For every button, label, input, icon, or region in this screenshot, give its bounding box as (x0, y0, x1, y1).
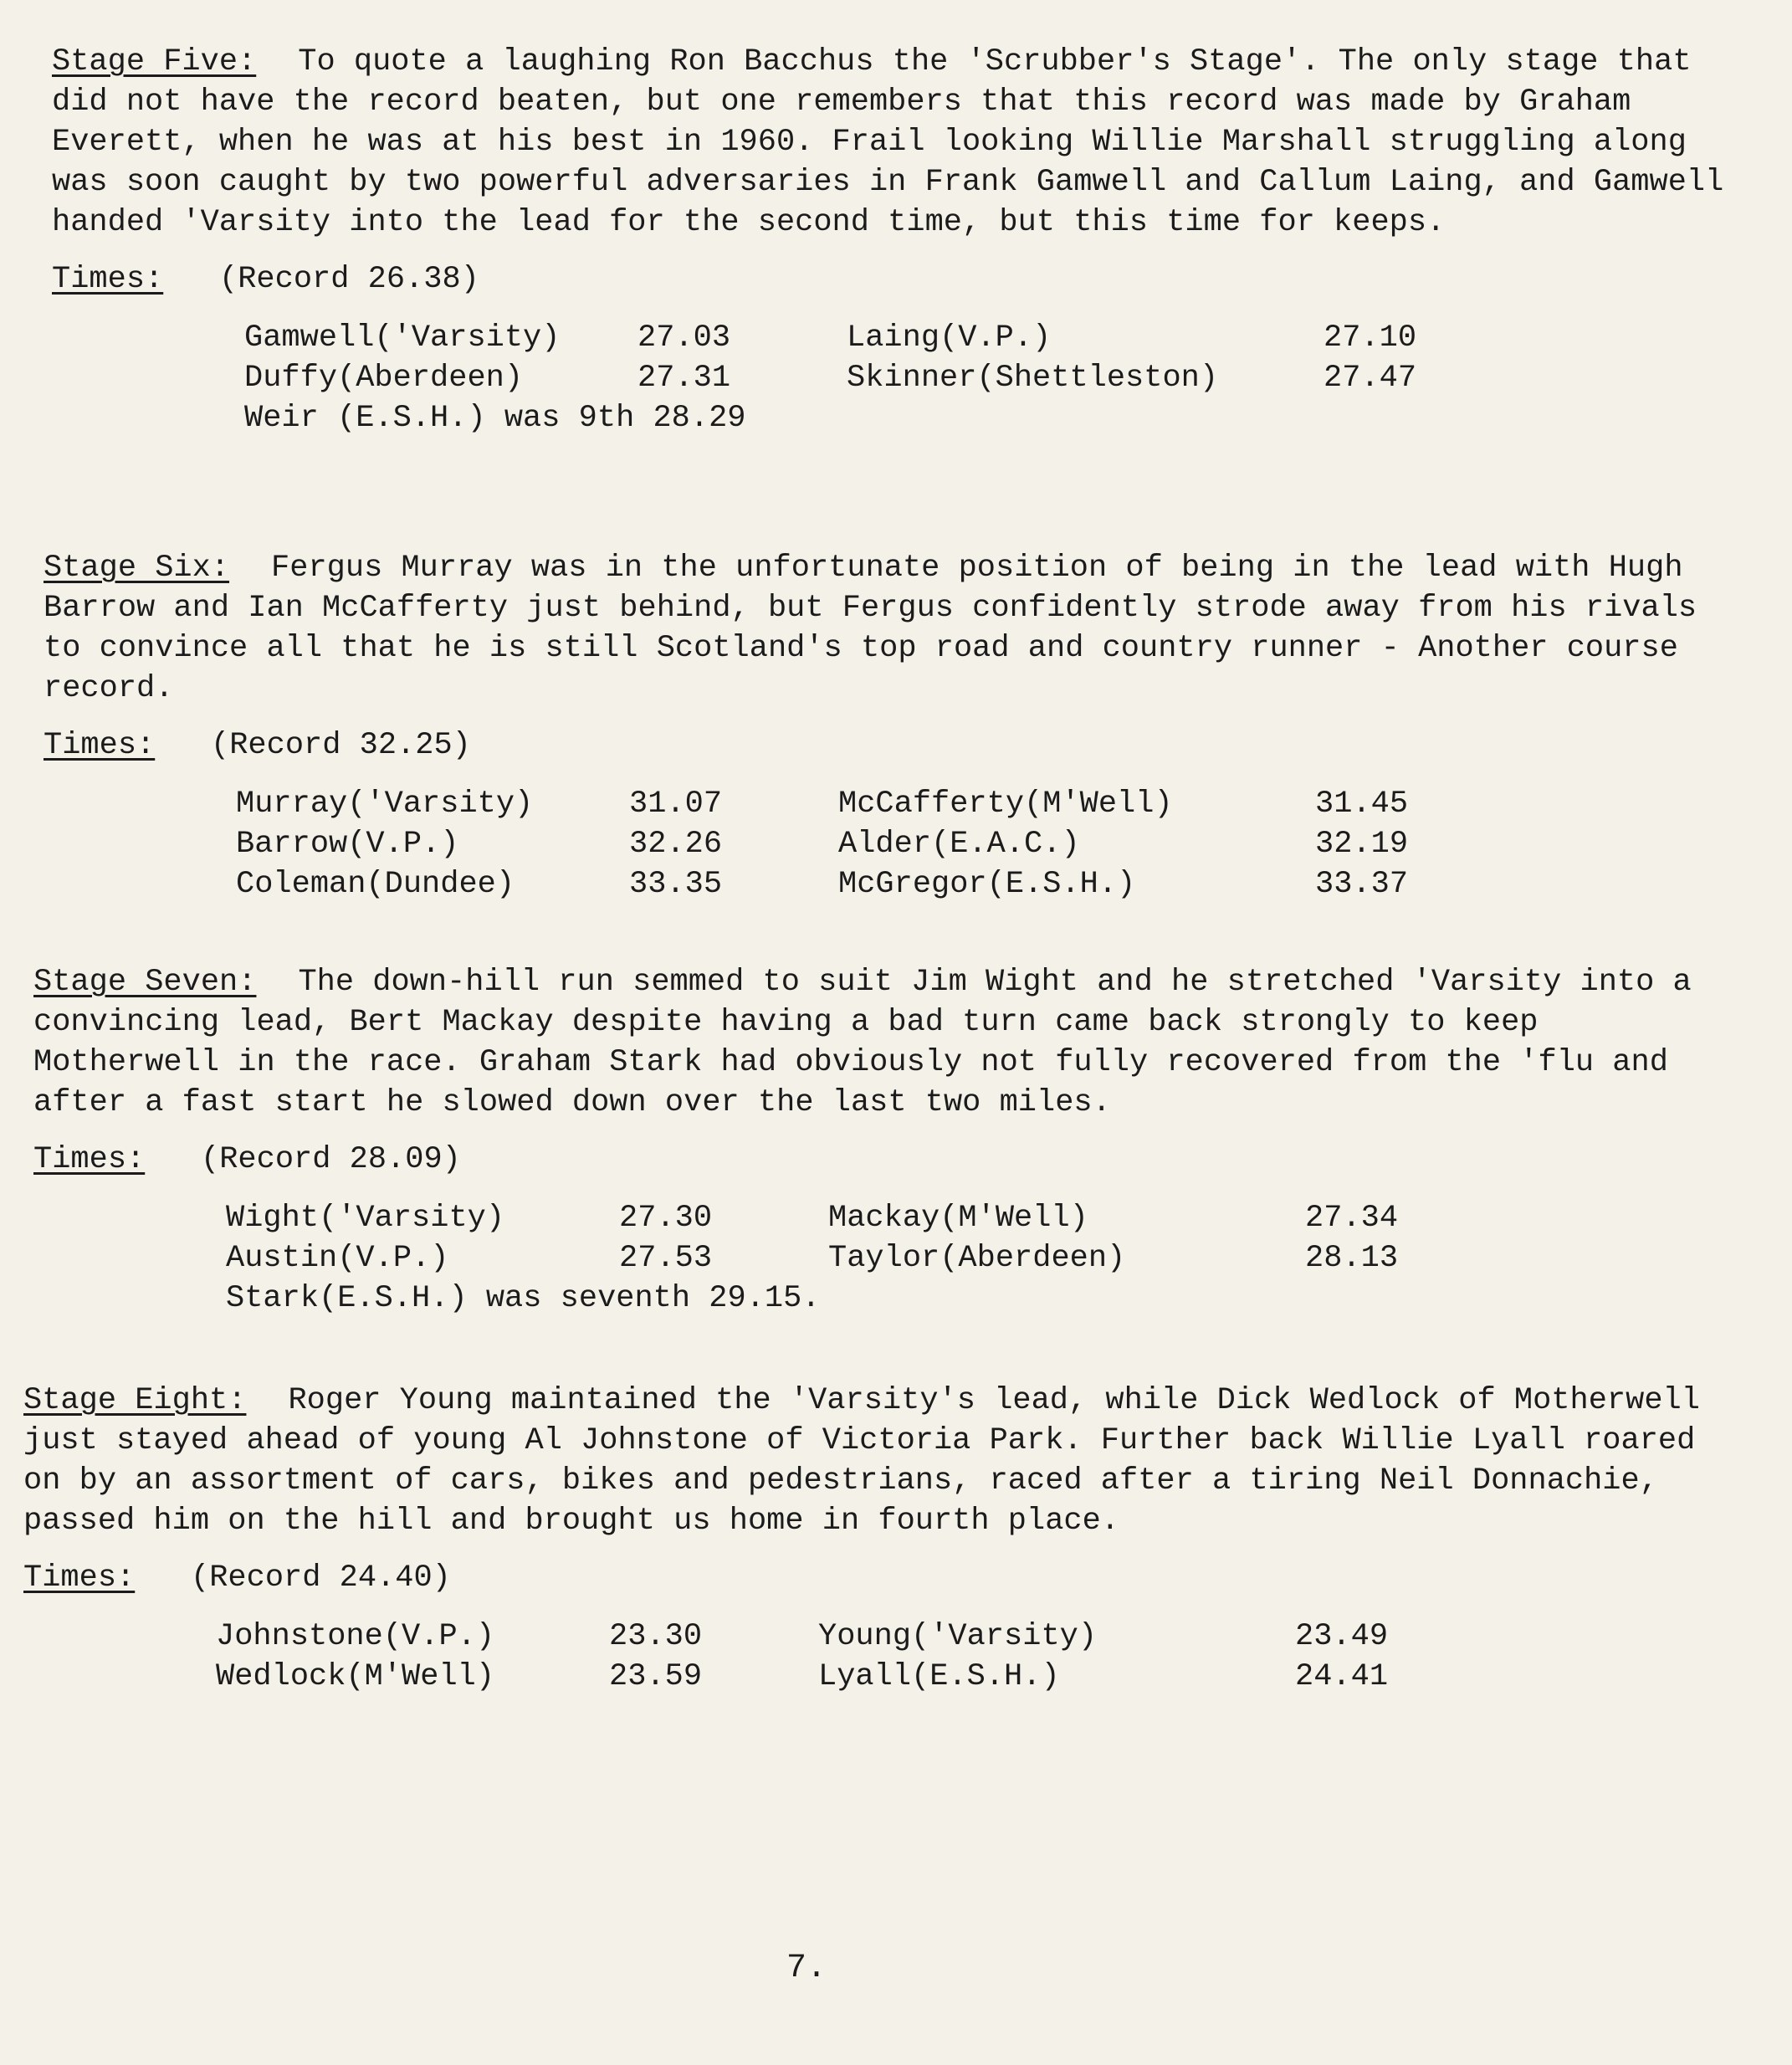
stage-five-record: (Record 26.38) (219, 262, 479, 297)
result-name: Wedlock(M'Well) (216, 1659, 495, 1694)
stage-six-results (236, 784, 1733, 904)
result-name: Lyall(E.S.H.) (818, 1659, 1060, 1694)
result-time: 23.59 (609, 1659, 703, 1694)
result-name: Coleman(Dundee) (236, 867, 515, 902)
stage-seven-record: (Record 28.09) (201, 1142, 461, 1177)
stage-eight-section (23, 1381, 1713, 1697)
stage-eight-text: Roger Young maintained the 'Varsity's lead, while Dick Wedlock of Motherwell just stayed ahead of young Al Johnstone of Victoria Park. Further back Willie Lyall roared on by an assortment of cars, bikes and pedestrians, raced after a tiring Neil Donnachie, passed him on the hill and brought us home in fourth place. (23, 1383, 1700, 1539)
result-name: Wight('Varsity) (226, 1201, 505, 1236)
stage-five-extra-result: Weir (E.S.H.) was 9th 28.29 (244, 401, 746, 436)
result-name: McCafferty(M'Well) (838, 787, 1173, 822)
stage-eight-times-label: Times: (23, 1560, 136, 1596)
result-time: 27.31 (637, 361, 731, 396)
stage-five-times-row (52, 259, 1742, 300)
stage-five-heading: Stage Five: (52, 44, 257, 79)
page-number: 7. (786, 1950, 827, 1987)
stage-six-paragraph (44, 548, 1733, 709)
stage-eight-results (216, 1617, 1713, 1697)
stage-eight-heading: Stage Eight: (23, 1383, 247, 1418)
stage-five-paragraph (52, 42, 1742, 243)
result-time: 27.34 (1305, 1201, 1399, 1236)
stage-seven-extra-result: Stark(E.S.H.) was seventh 29.15. (226, 1281, 821, 1316)
stage-eight-paragraph (23, 1381, 1713, 1541)
result-time: 31.07 (629, 787, 723, 822)
stage-seven-results (226, 1198, 1723, 1278)
stage-seven-times-row (33, 1140, 1723, 1180)
result-time: 24.41 (1295, 1659, 1389, 1694)
result-time: 32.19 (1315, 827, 1409, 862)
result-time: 27.53 (619, 1241, 713, 1276)
result-time: 23.30 (609, 1619, 703, 1654)
stage-six-heading: Stage Six: (44, 551, 230, 586)
result-name: McGregor(E.S.H.) (838, 867, 1136, 902)
result-name: Johnstone(V.P.) (216, 1619, 495, 1654)
result-time: 27.10 (1324, 320, 1417, 356)
stage-seven-text: The down-hill run semmed to suit Jim Wight and he stretched 'Varsity into a convincing lead, Bert Mackay despite having a bad turn came back strongly to keep Motherwell in the race. Graham Stark had obviously not fully recovered from the 'flu and after a fast start he slowed down over the last two miles. (33, 965, 1692, 1120)
result-time: 27.03 (637, 320, 731, 356)
stage-six-times-row (44, 725, 1733, 766)
result-time: 32.26 (629, 827, 723, 862)
result-name: Duffy(Aberdeen) (244, 361, 524, 396)
stage-seven-times-label: Times: (33, 1142, 146, 1177)
stage-five-section (52, 42, 1742, 438)
result-time: 31.45 (1315, 787, 1409, 822)
result-time: 27.47 (1324, 361, 1417, 396)
stage-six-text: Fergus Murray was in the unfortunate position of being in the lead with Hugh Barrow and Ian McCafferty just behind, but Fergus confidently strode away from his rivals to convince all that he is still Scotland's top road and country runner - Another course record. (44, 551, 1697, 706)
result-time: 27.30 (619, 1201, 713, 1236)
result-time: 33.35 (629, 867, 723, 902)
stage-eight-record: (Record 24.40) (191, 1560, 451, 1596)
stage-seven-section (33, 962, 1723, 1319)
result-name: Skinner(Shettleston) (847, 361, 1219, 396)
result-name: Young('Varsity) (818, 1619, 1098, 1654)
stage-eight-times-row (23, 1558, 1713, 1598)
stage-six-section (44, 548, 1733, 904)
stage-five-results (244, 318, 1742, 398)
result-name: Murray('Varsity) (236, 787, 534, 822)
stage-six-times-label: Times: (44, 728, 156, 763)
result-time: 28.13 (1305, 1241, 1399, 1276)
result-name: Taylor(Aberdeen) (828, 1241, 1126, 1276)
result-name: Laing(V.P.) (847, 320, 1052, 356)
stage-seven-paragraph (33, 962, 1723, 1123)
stage-five-text: To quote a laughing Ron Bacchus the 'Scrubber's Stage'. The only stage that did not have the record beaten, but one remembers that this record was made by Graham Everett, when he was at his best in 1960. Frail looking Willie Marshall struggling along was soon caught by two powerful adversaries in Frank Gamwell and Callum Laing, and Gamwell handed 'Varsity into the lead for the second time, but this time for keeps. (52, 44, 1724, 240)
result-name: Austin(V.P.) (226, 1241, 449, 1276)
stage-five-times-label: Times: (52, 262, 164, 297)
result-name: Alder(E.A.C.) (838, 827, 1080, 862)
result-time: 23.49 (1295, 1619, 1389, 1654)
result-name: Mackay(M'Well) (828, 1201, 1088, 1236)
result-name: Gamwell('Varsity) (244, 320, 561, 356)
stage-seven-heading: Stage Seven: (33, 965, 257, 1000)
result-time: 33.37 (1315, 867, 1409, 902)
stage-six-record: (Record 32.25) (211, 728, 471, 763)
result-name: Barrow(V.P.) (236, 827, 459, 862)
